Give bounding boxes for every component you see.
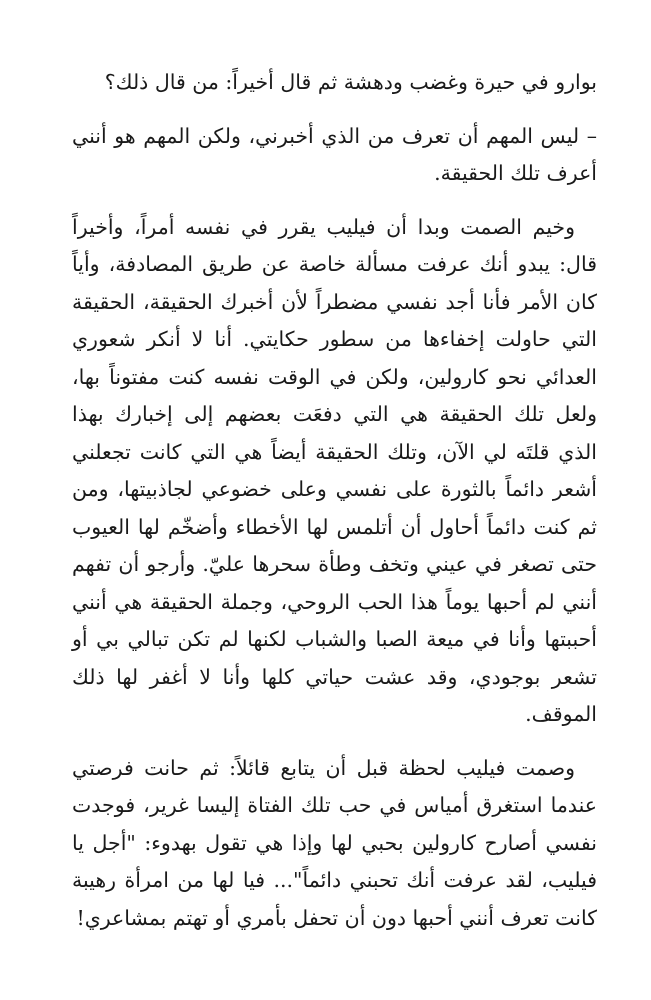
paragraph-1: بوارو في حيرة وغضب ودهشة ثم قال أخيراً: من قال ذلك؟ <box>104 70 597 94</box>
paragraph-3: وخيم الصمت وبدا أن فيليب يقرر في نفسه أمراً، وأخيراً قال: يبدو أنك عرفت مسألة خاصة عن طريق المصادفة، وأياً كان الأمر فأنا أجد نفسي مضطراً لأن أخبرك الحقيقة، الحقيقة التي حاولت إخفاءها من سطور حكايتي. أنا لا أنكر شعوري العدائي نحو كارولين، ولكن في الوقت نفسه كنت مفتوناً بها، ولعل تلك الحقيقة هي التي دفعَت بعضهم إلى إخبارك بهذا الذي قلتَه لي الآن، وتلك الحقيقة أيضاً هي التي كانت تجعلني أشعر دائماً بالثورة على نفسي وعلى خضوعي لجاذبيتها، ومن ثم كنت دائماً أحاول أن أتلمس لها الأخطاء وأضخّم لها العيوب حتى تصغر في عيني وتخف وطأة سحرها عليّ. وأرجو أن تفهم أنني لم أحبها يوماً هذا الحب الروحي، وجملة الحقيقة هي أنني أحببتها وأنا في ميعة الصبا والشباب لكنها لم تكن تبالي بي أو تشعر بوجودي، وقد عشت حياتي كلها وأنا لا أغفر لها ذلك الموقف. <box>72 214 598 726</box>
page-body-text <box>72 64 597 937</box>
paragraph-2: – ليس المهم أن تعرف من الذي أخبرني، ولكن المهم هو أنني أعرف تلك الحقيقة. <box>72 123 597 185</box>
paragraph-4: وصمت فيليب لحظة قبل أن يتابع قائلاً: ثم حانت فرصتي عندما استغرق أمياس في حب تلك الفتاة إليسا غرير، فوجدت نفسي أصارح كارولين بحبي لها وإذا هي تقول بهدوء: "أجل يا فيليب، لقد عرفت أنك تحبني دائماً"... فيا لها من امرأة رهيبة كانت تعرف أنني أحبها دون أن تحفل بأمري أو تهتم بمشاعري! <box>72 755 597 930</box>
